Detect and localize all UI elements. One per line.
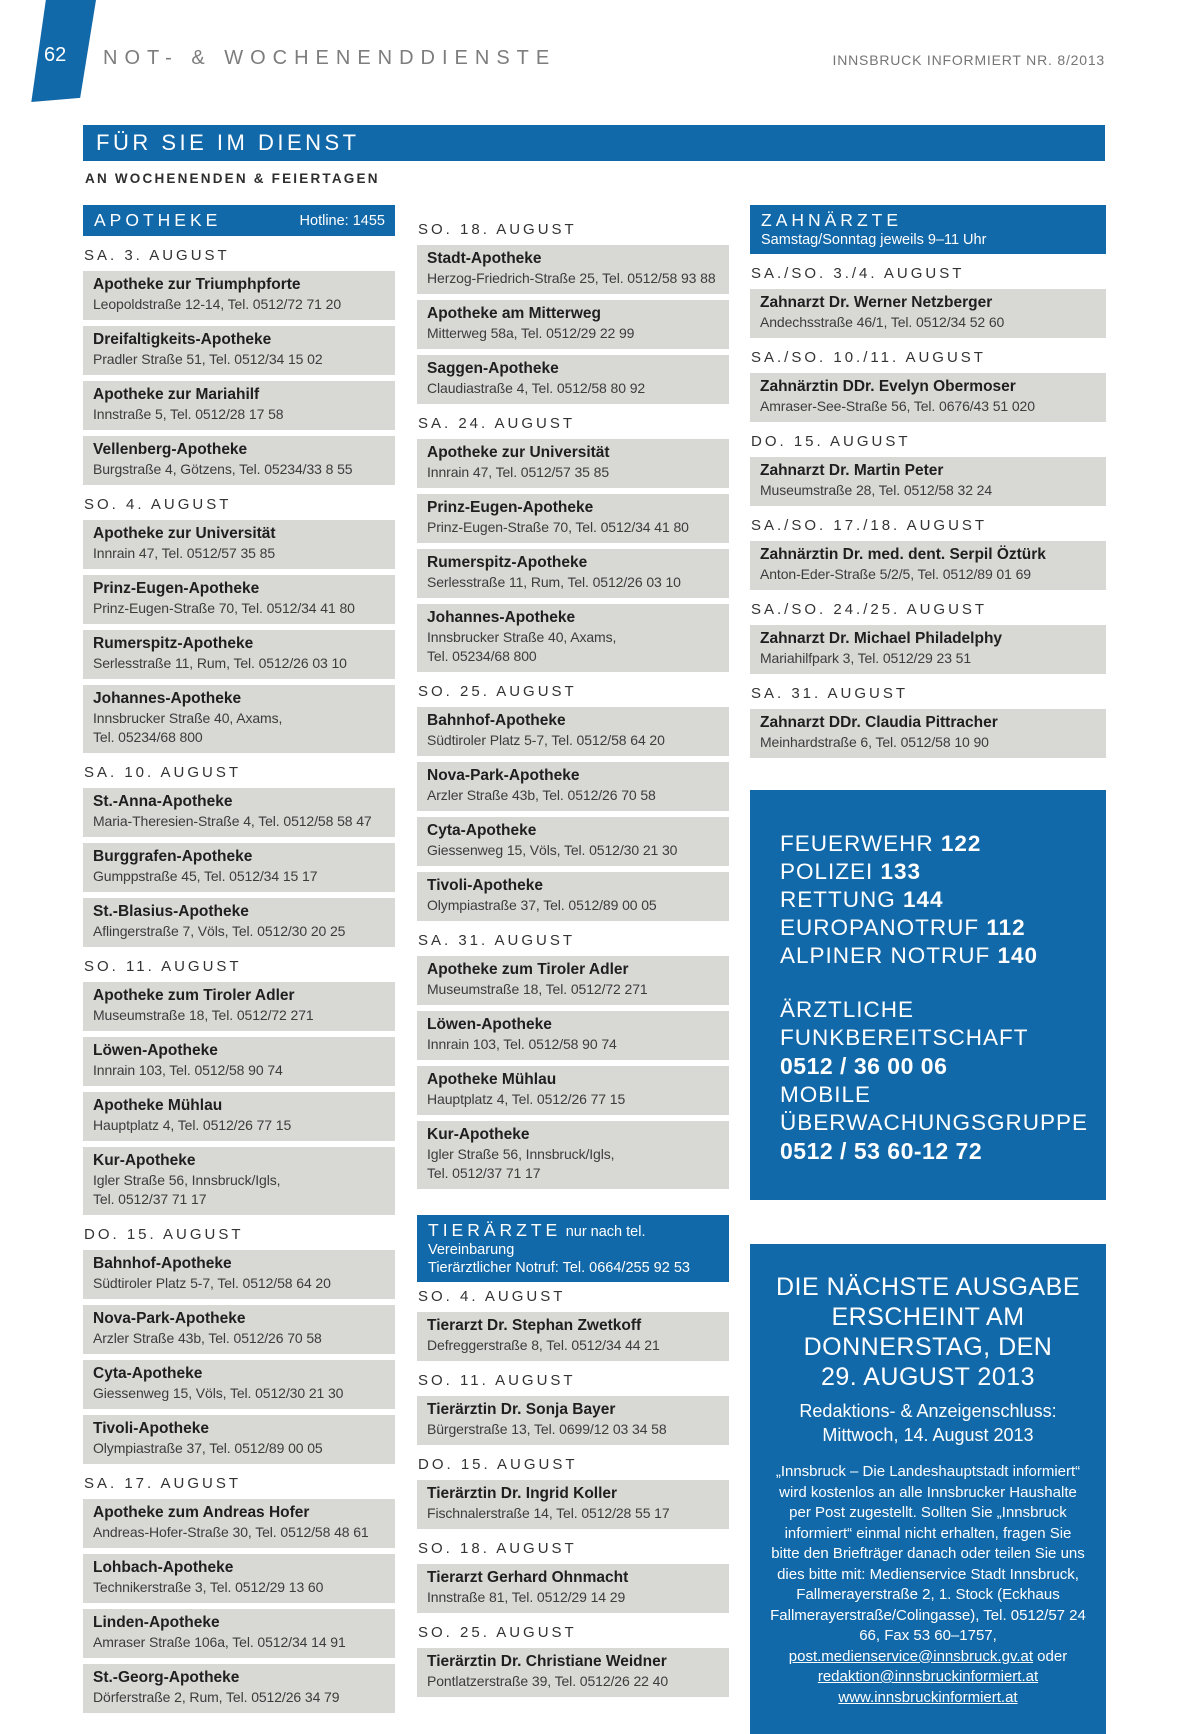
entry-address: Tel. 05234/68 800 bbox=[93, 729, 203, 745]
next-issue-heading-line: 29. AUGUST 2013 bbox=[820, 1363, 1036, 1391]
entry-address: Prinz-Eugen-Straße 70, Tel. 0512/34 41 80 bbox=[427, 519, 689, 535]
service-entry bbox=[417, 1011, 729, 1060]
entry-name: St.-Anna-Apotheke bbox=[93, 793, 233, 810]
entry-address: Leopoldstraße 12-14, Tel. 0512/72 71 20 bbox=[93, 296, 342, 312]
entry-address: Meinhardstraße 6, Tel. 0512/58 10 90 bbox=[760, 734, 989, 750]
service-entry bbox=[417, 1648, 729, 1697]
date-header: SO. 18. AUGUST bbox=[418, 221, 577, 238]
entry-address: Innrain 103, Tel. 0512/58 90 74 bbox=[93, 1062, 283, 1078]
service-entry bbox=[417, 355, 729, 404]
entry-name: Saggen-Apotheke bbox=[427, 360, 559, 377]
entry-name: Apotheke am Mitterweg bbox=[427, 305, 601, 322]
date-header: SO. 4. AUGUST bbox=[418, 1288, 566, 1305]
emergency-number: 140 bbox=[997, 943, 1039, 968]
entry-address: Defreggerstraße 8, Tel. 0512/34 44 21 bbox=[427, 1337, 660, 1353]
emergency-label: FEUERWEHR bbox=[780, 831, 941, 856]
service-entry bbox=[417, 707, 729, 756]
emergency-number: 133 bbox=[880, 859, 922, 884]
next-issue-deadline-line: Redaktions- & Anzeigenschluss: bbox=[799, 1401, 1057, 1421]
entry-name: Tierarzt Gerhard Ohnmacht bbox=[427, 1569, 629, 1586]
entry-address: Serlesstraße 11, Rum, Tel. 0512/26 03 10 bbox=[93, 655, 347, 671]
emergency-label: POLIZEI bbox=[780, 859, 881, 884]
emergency-number: 122 bbox=[940, 831, 982, 856]
emergency-service-label: ÄRZTLICHE FUNKBEREITSCHAFT bbox=[780, 997, 1029, 1050]
emergency-label: EUROPANOTRUF bbox=[780, 915, 987, 940]
service-entry bbox=[83, 1305, 395, 1354]
next-issue-link[interactable]: post.medienservice@innsbruck.gv.at bbox=[788, 1647, 1034, 1665]
apotheke-title: APOTHEKE bbox=[94, 210, 222, 230]
service-entry bbox=[83, 1147, 395, 1215]
entry-name: Apotheke Mühlau bbox=[93, 1097, 223, 1114]
service-entry bbox=[83, 1250, 395, 1299]
date-header: SA. 31. AUGUST bbox=[418, 932, 576, 949]
service-entry bbox=[750, 709, 1106, 758]
entry-name: Tierärztin Dr. Sonja Bayer bbox=[427, 1401, 616, 1418]
entry-address: Museumstraße 28, Tel. 0512/58 32 24 bbox=[760, 482, 993, 498]
service-entry bbox=[417, 872, 729, 921]
entry-name: Bahnhof-Apotheke bbox=[93, 1255, 232, 1272]
emergency-number: 112 bbox=[986, 915, 1026, 940]
apotheke-hotline: Hotline: 1455 bbox=[299, 212, 385, 229]
entry-name: Zahnarzt Dr. Michael Philadelphy bbox=[760, 630, 1003, 647]
page-title: NOT- & WOCHENENDDIENSTE bbox=[103, 47, 557, 69]
entry-name: Apotheke zum Andreas Hofer bbox=[93, 1504, 310, 1521]
entry-address: Südtiroler Platz 5-7, Tel. 0512/58 64 20 bbox=[93, 1275, 331, 1291]
entry-name: Zahnarzt Dr. Martin Peter bbox=[760, 462, 944, 479]
entry-name: Kur-Apotheke bbox=[427, 1126, 530, 1143]
service-entry bbox=[83, 1609, 395, 1658]
dentist-list bbox=[750, 265, 1106, 758]
service-entry bbox=[750, 541, 1106, 590]
banner-title: FÜR SIE IM DIENST bbox=[83, 125, 1105, 161]
tieraerzte-section-header bbox=[417, 1215, 729, 1282]
entry-address: Innstraße 81, Tel. 0512/29 14 29 bbox=[427, 1589, 626, 1605]
entry-name: Tivoli-Apotheke bbox=[427, 877, 543, 894]
entry-name: Cyta-Apotheke bbox=[427, 822, 537, 839]
service-entry bbox=[417, 604, 729, 672]
entry-name: Johannes-Apotheke bbox=[93, 690, 242, 707]
service-entry bbox=[750, 289, 1106, 338]
entry-address: Südtiroler Platz 5-7, Tel. 0512/58 64 20 bbox=[427, 732, 665, 748]
apotheke-section-header bbox=[83, 205, 395, 236]
entry-address: Innsbrucker Straße 40, Axams, bbox=[93, 710, 283, 726]
entry-name: Zahnärztin DDr. Evelyn Obermoser bbox=[760, 378, 1016, 395]
service-entry bbox=[83, 1092, 395, 1141]
entry-address: Dörferstraße 2, Rum, Tel. 0512/26 34 79 bbox=[93, 1689, 340, 1705]
entry-address: Gumppstraße 45, Tel. 0512/34 15 17 bbox=[93, 868, 318, 884]
emergency-service-number: 0512 / 36 00 06 bbox=[780, 1053, 948, 1079]
date-header: SO. 11. AUGUST bbox=[84, 958, 242, 975]
entry-name: Kur-Apotheke bbox=[93, 1152, 196, 1169]
entry-address: Tel. 0512/37 71 17 bbox=[93, 1191, 207, 1207]
next-issue-heading-line: DONNERSTAG, DEN bbox=[803, 1333, 1053, 1361]
service-entry bbox=[417, 1312, 729, 1361]
service-entry bbox=[417, 956, 729, 1005]
entry-address: Mariahilfpark 3, Tel. 0512/29 23 51 bbox=[760, 650, 972, 666]
service-entry bbox=[83, 982, 395, 1031]
service-entry bbox=[417, 494, 729, 543]
date-header: SA./SO. 24./25. AUGUST bbox=[751, 601, 988, 618]
next-issue-body bbox=[770, 1462, 1086, 1708]
entry-name: Stadt-Apotheke bbox=[427, 250, 542, 267]
entry-name: Tivoli-Apotheke bbox=[93, 1420, 209, 1437]
zahnaerzte-subtitle: Samstag/Sonntag jeweils 9–11 Uhr bbox=[761, 232, 987, 248]
date-header: SA. 24. AUGUST bbox=[418, 415, 576, 432]
service-entry bbox=[83, 898, 395, 947]
next-issue-text: „Innsbruck – Die Landeshauptstadt informiert“ wird kostenlos an alle Innsbrucker Haushalte per Post zugestellt. Sollten Sie „Innsbruck informiert“ einmal nicht erhalten, fragen Sie bitte den Briefträger danach oder teilen Sie uns dies bitte mit: Medienservice Stadt Innsbruck, Fallmerayerstraße 2, 1. Stock (Eckhaus Fallmerayerstraße/Colingasse), Tel. 0512/57 24 66, Fax 53 60–1757, bbox=[770, 1463, 1086, 1644]
date-header: SO. 25. AUGUST bbox=[418, 683, 577, 700]
date-header: DO. 15. AUGUST bbox=[84, 1226, 244, 1243]
service-entry bbox=[750, 373, 1106, 422]
entry-address: Herzog-Friedrich-Straße 25, Tel. 0512/58 93 88 bbox=[427, 270, 716, 286]
entry-name: Tierarzt Dr. Stephan Zwetkoff bbox=[427, 1317, 642, 1334]
entry-address: Prinz-Eugen-Straße 70, Tel. 0512/34 41 80 bbox=[93, 600, 355, 616]
entry-name: Prinz-Eugen-Apotheke bbox=[93, 580, 260, 597]
date-header: SA. 17. AUGUST bbox=[84, 1475, 242, 1492]
entry-name: Zahnarzt DDr. Claudia Pittracher bbox=[760, 714, 998, 731]
issue-label: INNSBRUCK INFORMIERT NR. 8/2013 bbox=[832, 52, 1105, 68]
service-entry bbox=[83, 575, 395, 624]
service-entry bbox=[750, 457, 1106, 506]
next-issue-link[interactable]: redaktion@innsbruckinformiert.at bbox=[817, 1668, 1039, 1685]
entry-name: Cyta-Apotheke bbox=[93, 1365, 203, 1382]
service-entry bbox=[417, 300, 729, 349]
next-issue-heading bbox=[770, 1272, 1086, 1392]
entry-name: St.-Blasius-Apotheke bbox=[93, 903, 249, 920]
date-header: SO. 4. AUGUST bbox=[84, 496, 232, 513]
entry-address: Tel. 0512/37 71 17 bbox=[427, 1165, 541, 1181]
entry-address: Andreas-Hofer-Straße 30, Tel. 0512/58 48 61 bbox=[93, 1524, 369, 1540]
date-header: SA. 3. AUGUST bbox=[84, 247, 230, 264]
entry-address: Giessenweg 15, Völs, Tel. 0512/30 21 30 bbox=[93, 1385, 344, 1401]
entry-name: Nova-Park-Apotheke bbox=[427, 767, 580, 784]
date-header: SA. 31. AUGUST bbox=[751, 685, 909, 702]
entry-address: Anton-Eder-Straße 5/2/5, Tel. 0512/89 01 69 bbox=[760, 566, 1031, 582]
next-issue-text: oder bbox=[1033, 1647, 1068, 1665]
entry-address: Arzler Straße 43b, Tel. 0512/26 70 58 bbox=[427, 787, 656, 803]
service-entry bbox=[417, 1564, 729, 1613]
entry-name: Apotheke zum Tiroler Adler bbox=[93, 987, 295, 1004]
entry-address: Hauptplatz 4, Tel. 0512/26 77 15 bbox=[93, 1117, 292, 1133]
entry-name: Prinz-Eugen-Apotheke bbox=[427, 499, 594, 516]
vet-list bbox=[417, 1288, 729, 1697]
entry-address: Technikerstraße 3, Tel. 0512/29 13 60 bbox=[93, 1579, 324, 1595]
service-entry bbox=[83, 326, 395, 375]
emergency-gap bbox=[780, 970, 1088, 996]
entry-name: Zahnarzt Dr. Werner Netzberger bbox=[760, 294, 993, 311]
service-entry bbox=[417, 817, 729, 866]
date-header: SO. 11. AUGUST bbox=[418, 1372, 576, 1389]
service-entry bbox=[417, 245, 729, 294]
entry-address: Tel. 05234/68 800 bbox=[427, 648, 537, 664]
service-entry bbox=[83, 1499, 395, 1548]
date-header: SA./SO. 17./18. AUGUST bbox=[751, 517, 988, 534]
entry-address: Maria-Theresien-Straße 4, Tel. 0512/58 58 47 bbox=[93, 813, 372, 829]
entry-address: Andechsstraße 46/1, Tel. 0512/34 52 60 bbox=[760, 314, 1005, 330]
service-entry bbox=[417, 1066, 729, 1115]
entry-address: Aflingerstraße 7, Völs, Tel. 0512/30 20 25 bbox=[93, 923, 346, 939]
entry-name: Apotheke Mühlau bbox=[427, 1071, 557, 1088]
entry-name: Löwen-Apotheke bbox=[93, 1042, 218, 1059]
date-header: SO. 25. AUGUST bbox=[418, 1624, 577, 1641]
entry-name: Apotheke zur Mariahilf bbox=[93, 386, 260, 403]
date-header: SO. 18. AUGUST bbox=[418, 1540, 577, 1557]
entry-address: Amraser-See-Straße 56, Tel. 0676/43 51 020 bbox=[760, 398, 1035, 414]
entry-name: Lohbach-Apotheke bbox=[93, 1559, 234, 1576]
entry-address: Olympiastraße 37, Tel. 0512/89 00 05 bbox=[427, 897, 657, 913]
entry-address: Innstraße 5, Tel. 0512/28 17 58 bbox=[93, 406, 284, 422]
entry-address: Pontlatzerstraße 39, Tel. 0512/26 22 40 bbox=[427, 1673, 669, 1689]
entry-address: Innrain 47, Tel. 0512/57 35 85 bbox=[93, 545, 276, 561]
service-entry bbox=[83, 685, 395, 753]
emergency-number: 144 bbox=[903, 887, 944, 912]
entry-name: Burggrafen-Apotheke bbox=[93, 848, 253, 865]
entry-name: Tierärztin Dr. Ingrid Koller bbox=[427, 1485, 618, 1502]
emergency-service-number: 0512 / 53 60-12 72 bbox=[780, 1138, 983, 1164]
service-entry bbox=[83, 1664, 395, 1713]
banner-subtitle: AN WOCHENENDEN & FEIERTAGEN bbox=[85, 171, 380, 186]
entry-address: Pradler Straße 51, Tel. 0512/34 15 02 bbox=[93, 351, 323, 367]
service-entry bbox=[83, 1415, 395, 1464]
service-entry bbox=[417, 549, 729, 598]
pharmacy-column-1 bbox=[83, 205, 395, 1719]
entry-address: Museumstraße 18, Tel. 0512/72 271 bbox=[93, 1007, 314, 1023]
pharmacy-column-2 bbox=[417, 205, 729, 1703]
entry-name: Bahnhof-Apotheke bbox=[427, 712, 566, 729]
service-entry bbox=[83, 1554, 395, 1603]
entry-address: Mitterweg 58a, Tel. 0512/29 22 99 bbox=[427, 325, 635, 341]
entry-address: Fischnalerstraße 14, Tel. 0512/28 55 17 bbox=[427, 1505, 670, 1521]
pharmacy-list-col2 bbox=[417, 221, 729, 1189]
entry-name: Apotheke zur Triumphpforte bbox=[93, 276, 301, 293]
next-issue-deadline-line: Mittwoch, 14. August 2013 bbox=[822, 1425, 1034, 1445]
date-header: DO. 15. AUGUST bbox=[418, 1456, 578, 1473]
service-entry bbox=[417, 1396, 729, 1445]
next-issue-link[interactable]: www.innsbruckinformiert.at bbox=[838, 1688, 1018, 1706]
emergency-number-lines bbox=[780, 830, 1088, 970]
date-header: SA. 10. AUGUST bbox=[84, 764, 242, 781]
emergency-number-line bbox=[780, 830, 1088, 858]
emergency-label: RETTUNG bbox=[780, 887, 903, 912]
service-entry bbox=[83, 1037, 395, 1086]
zahnaerzte-section-header bbox=[750, 205, 1106, 254]
page-number: 62 bbox=[44, 44, 67, 66]
service-entry bbox=[417, 1121, 729, 1189]
service-entry bbox=[83, 381, 395, 430]
next-issue-box bbox=[750, 1244, 1106, 1734]
next-issue-deadline bbox=[770, 1399, 1086, 1447]
service-entry bbox=[417, 1480, 729, 1529]
entry-name: St.-Georg-Apotheke bbox=[93, 1669, 240, 1686]
entry-address: Innsbrucker Straße 40, Axams, bbox=[427, 629, 617, 645]
service-entry bbox=[83, 271, 395, 320]
emergency-service-lines bbox=[780, 996, 1088, 1166]
tieraerzte-title: TIERÄRZTE bbox=[428, 1220, 562, 1240]
service-entry bbox=[83, 630, 395, 679]
tieraerzte-note: nur nach tel. Vereinbarung bbox=[428, 1224, 646, 1258]
zahnaerzte-title: ZAHNÄRZTE bbox=[761, 210, 902, 230]
emergency-number-line bbox=[780, 886, 1088, 914]
service-entry bbox=[83, 1360, 395, 1409]
entry-name: Nova-Park-Apotheke bbox=[93, 1310, 246, 1327]
entry-name: Apotheke zur Universität bbox=[427, 444, 610, 461]
date-header: DO. 15. AUGUST bbox=[751, 433, 911, 450]
entry-name: Johannes-Apotheke bbox=[427, 609, 576, 626]
entry-name: Tierärztin Dr. Christiane Weidner bbox=[427, 1653, 667, 1670]
service-entry bbox=[83, 436, 395, 485]
entry-address: Hauptplatz 4, Tel. 0512/26 77 15 bbox=[427, 1091, 626, 1107]
service-entry bbox=[83, 788, 395, 837]
service-entry bbox=[750, 625, 1106, 674]
entry-address: Amraser Straße 106a, Tel. 0512/34 14 91 bbox=[93, 1634, 346, 1650]
entry-address: Innrain 103, Tel. 0512/58 90 74 bbox=[427, 1036, 617, 1052]
emergency-number-line bbox=[780, 858, 1088, 886]
date-header: SA./SO. 3./4. AUGUST bbox=[751, 265, 965, 282]
entry-name: Rumerspitz-Apotheke bbox=[93, 635, 254, 652]
service-entry bbox=[417, 762, 729, 811]
tieraerzte-subtitle: Tierärztlicher Notruf: Tel. 0664/255 92 53 bbox=[428, 1260, 690, 1276]
entry-name: Rumerspitz-Apotheke bbox=[427, 554, 588, 571]
date-header: SA./SO. 10./11. AUGUST bbox=[751, 349, 986, 366]
entry-name: Dreifaltigkeits-Apotheke bbox=[93, 331, 272, 348]
entry-name: Apotheke zur Universität bbox=[93, 525, 276, 542]
pharmacy-list-col1 bbox=[83, 247, 395, 1713]
entry-name: Löwen-Apotheke bbox=[427, 1016, 552, 1033]
service-entry bbox=[83, 520, 395, 569]
entry-address: Arzler Straße 43b, Tel. 0512/26 70 58 bbox=[93, 1330, 322, 1346]
emergency-number-line bbox=[780, 914, 1088, 942]
entry-address: Igler Straße 56, Innsbruck/Igls, bbox=[93, 1172, 281, 1188]
entry-name: Apotheke zum Tiroler Adler bbox=[427, 961, 629, 978]
entry-address: Claudiastraße 4, Tel. 0512/58 80 92 bbox=[427, 380, 646, 396]
next-issue-heading-line: ERSCHEINT AM bbox=[831, 1303, 1025, 1331]
entry-address: Giessenweg 15, Völs, Tel. 0512/30 21 30 bbox=[427, 842, 678, 858]
entry-address: Igler Straße 56, Innsbruck/Igls, bbox=[427, 1146, 615, 1162]
emergency-number-line bbox=[780, 942, 1088, 970]
entry-address: Bürgerstraße 13, Tel. 0699/12 03 34 58 bbox=[427, 1421, 667, 1437]
dentist-column bbox=[750, 205, 1106, 1734]
service-entry bbox=[83, 843, 395, 892]
entry-name: Linden-Apotheke bbox=[93, 1614, 220, 1631]
entry-name: Zahnärztin Dr. med. dent. Serpil Öztürk bbox=[760, 546, 1046, 563]
next-issue-heading-line: DIE NÄCHSTE AUSGABE bbox=[775, 1273, 1081, 1301]
emergency-label: ALPINER NOTRUF bbox=[780, 943, 998, 968]
entry-address: Burgstraße 4, Götzens, Tel. 05234/33 8 55 bbox=[93, 461, 353, 477]
entry-name: Vellenberg-Apotheke bbox=[93, 441, 248, 458]
entry-address: Serlesstraße 11, Rum, Tel. 0512/26 03 10 bbox=[427, 574, 681, 590]
entry-address: Olympiastraße 37, Tel. 0512/89 00 05 bbox=[93, 1440, 323, 1456]
entry-address: Innrain 47, Tel. 0512/57 35 85 bbox=[427, 464, 610, 480]
entry-address: Museumstraße 18, Tel. 0512/72 271 bbox=[427, 981, 648, 997]
emergency-numbers-box bbox=[750, 790, 1106, 1200]
service-entry bbox=[417, 439, 729, 488]
emergency-service-label: MOBILE ÜBERWACHUNGSGRUPPE bbox=[780, 1082, 1089, 1135]
